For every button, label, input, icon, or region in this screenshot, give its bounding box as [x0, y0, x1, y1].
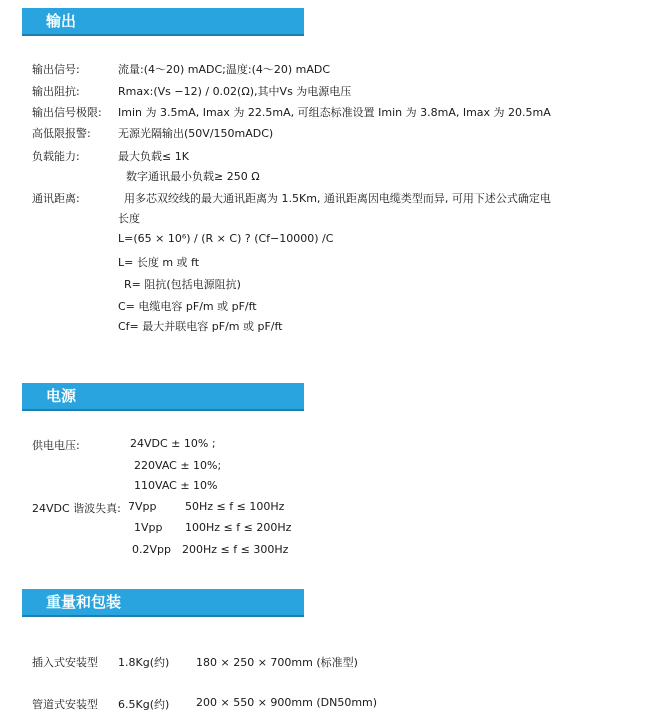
- weight-row-weight: 1.8Kg(约): [118, 656, 170, 669]
- power-ripple-label: 24VDC 谐波失真:: [32, 502, 121, 515]
- weight-header-underline: [22, 615, 304, 617]
- output-section-title: 输出: [46, 12, 77, 30]
- power-ripple-vpp: 0.2Vpp: [132, 543, 171, 556]
- weight-row-label: 插入式安装型: [32, 656, 98, 669]
- power-supply-24vdc: 24VDC ± 10% ;: [130, 437, 216, 450]
- output-load-label: 负载能力:: [32, 150, 80, 163]
- weight-section-header: [22, 589, 304, 615]
- output-signal-value: 流量:(4～20) mADC;温度:(4～20) mADC: [118, 63, 331, 76]
- weight-row-size: 200 × 550 × 900mm (DN50mm): [196, 696, 378, 709]
- output-alarm-label: 高低限报警:: [32, 127, 91, 140]
- output-impedance-label: 输出阻抗:: [32, 85, 80, 98]
- output-load-value-max: 最大负载≤ 1K: [118, 150, 189, 163]
- output-def-length: L= 长度 m 或 ft: [118, 256, 200, 269]
- power-ripple-range: 50Hz ≤ f ≤ 100Hz: [185, 500, 285, 513]
- output-limit-label: 输出信号极限:: [32, 106, 102, 119]
- output-header-underline: [22, 34, 304, 36]
- output-alarm-value: 无源光隔输出(50V/150mADC): [118, 127, 274, 140]
- power-ripple-range: 200Hz ≤ f ≤ 300Hz: [182, 543, 289, 556]
- output-limit-value: Imin 为 3.5mA, Imax 为 22.5mA, 可组态标准设置 Imin 为 3.8mA, Imax 为 20.5mA: [118, 106, 551, 119]
- output-distance-label: 通讯距离:: [32, 192, 80, 205]
- power-ripple-vpp: 1Vpp: [134, 521, 163, 534]
- output-def-capacitance: C= 电缆电容 pF/m 或 pF/ft: [118, 300, 257, 313]
- output-distance-formula: L=(65 × 10⁶) / (R × C) ? (Cf−10000) /C: [118, 232, 334, 245]
- power-header-underline: [22, 409, 304, 411]
- power-supply-label: 供电电压:: [32, 439, 80, 452]
- power-ripple-vpp: 7Vpp: [128, 500, 157, 513]
- weight-section-title: 重量和包装: [46, 593, 122, 611]
- power-supply-220vac: 220VAC ± 10%;: [134, 459, 222, 472]
- power-ripple-range: 100Hz ≤ f ≤ 200Hz: [185, 521, 292, 534]
- weight-row-weight: 6.5Kg(约): [118, 698, 170, 711]
- output-def-resistance: R= 阻抗(包括电源阻抗): [124, 278, 241, 291]
- weight-row-size: 180 × 250 × 700mm (标准型): [196, 656, 358, 669]
- output-distance-value-line1: 用多芯双绞线的最大通讯距离为 1.5Km, 通讯距离因电缆类型而异, 可用下述公式确定电: [124, 192, 551, 205]
- output-section-header: [22, 8, 304, 34]
- output-def-max-capacitance: Cf= 最大并联电容 pF/m 或 pF/ft: [118, 320, 283, 333]
- output-distance-value-line2: 长度: [118, 212, 140, 225]
- power-supply-110vac: 110VAC ± 10%: [134, 479, 218, 492]
- power-section-title: 电源: [46, 387, 77, 405]
- weight-row-label: 管道式安装型: [32, 698, 98, 711]
- output-impedance-value: Rmax:(Vs −12) / 0.02(Ω),其中Vs 为电源电压: [118, 85, 352, 98]
- output-load-value-min: 数字通讯最小负载≥ 250 Ω: [126, 170, 260, 183]
- power-section-header: [22, 383, 304, 409]
- output-signal-label: 输出信号:: [32, 63, 80, 76]
